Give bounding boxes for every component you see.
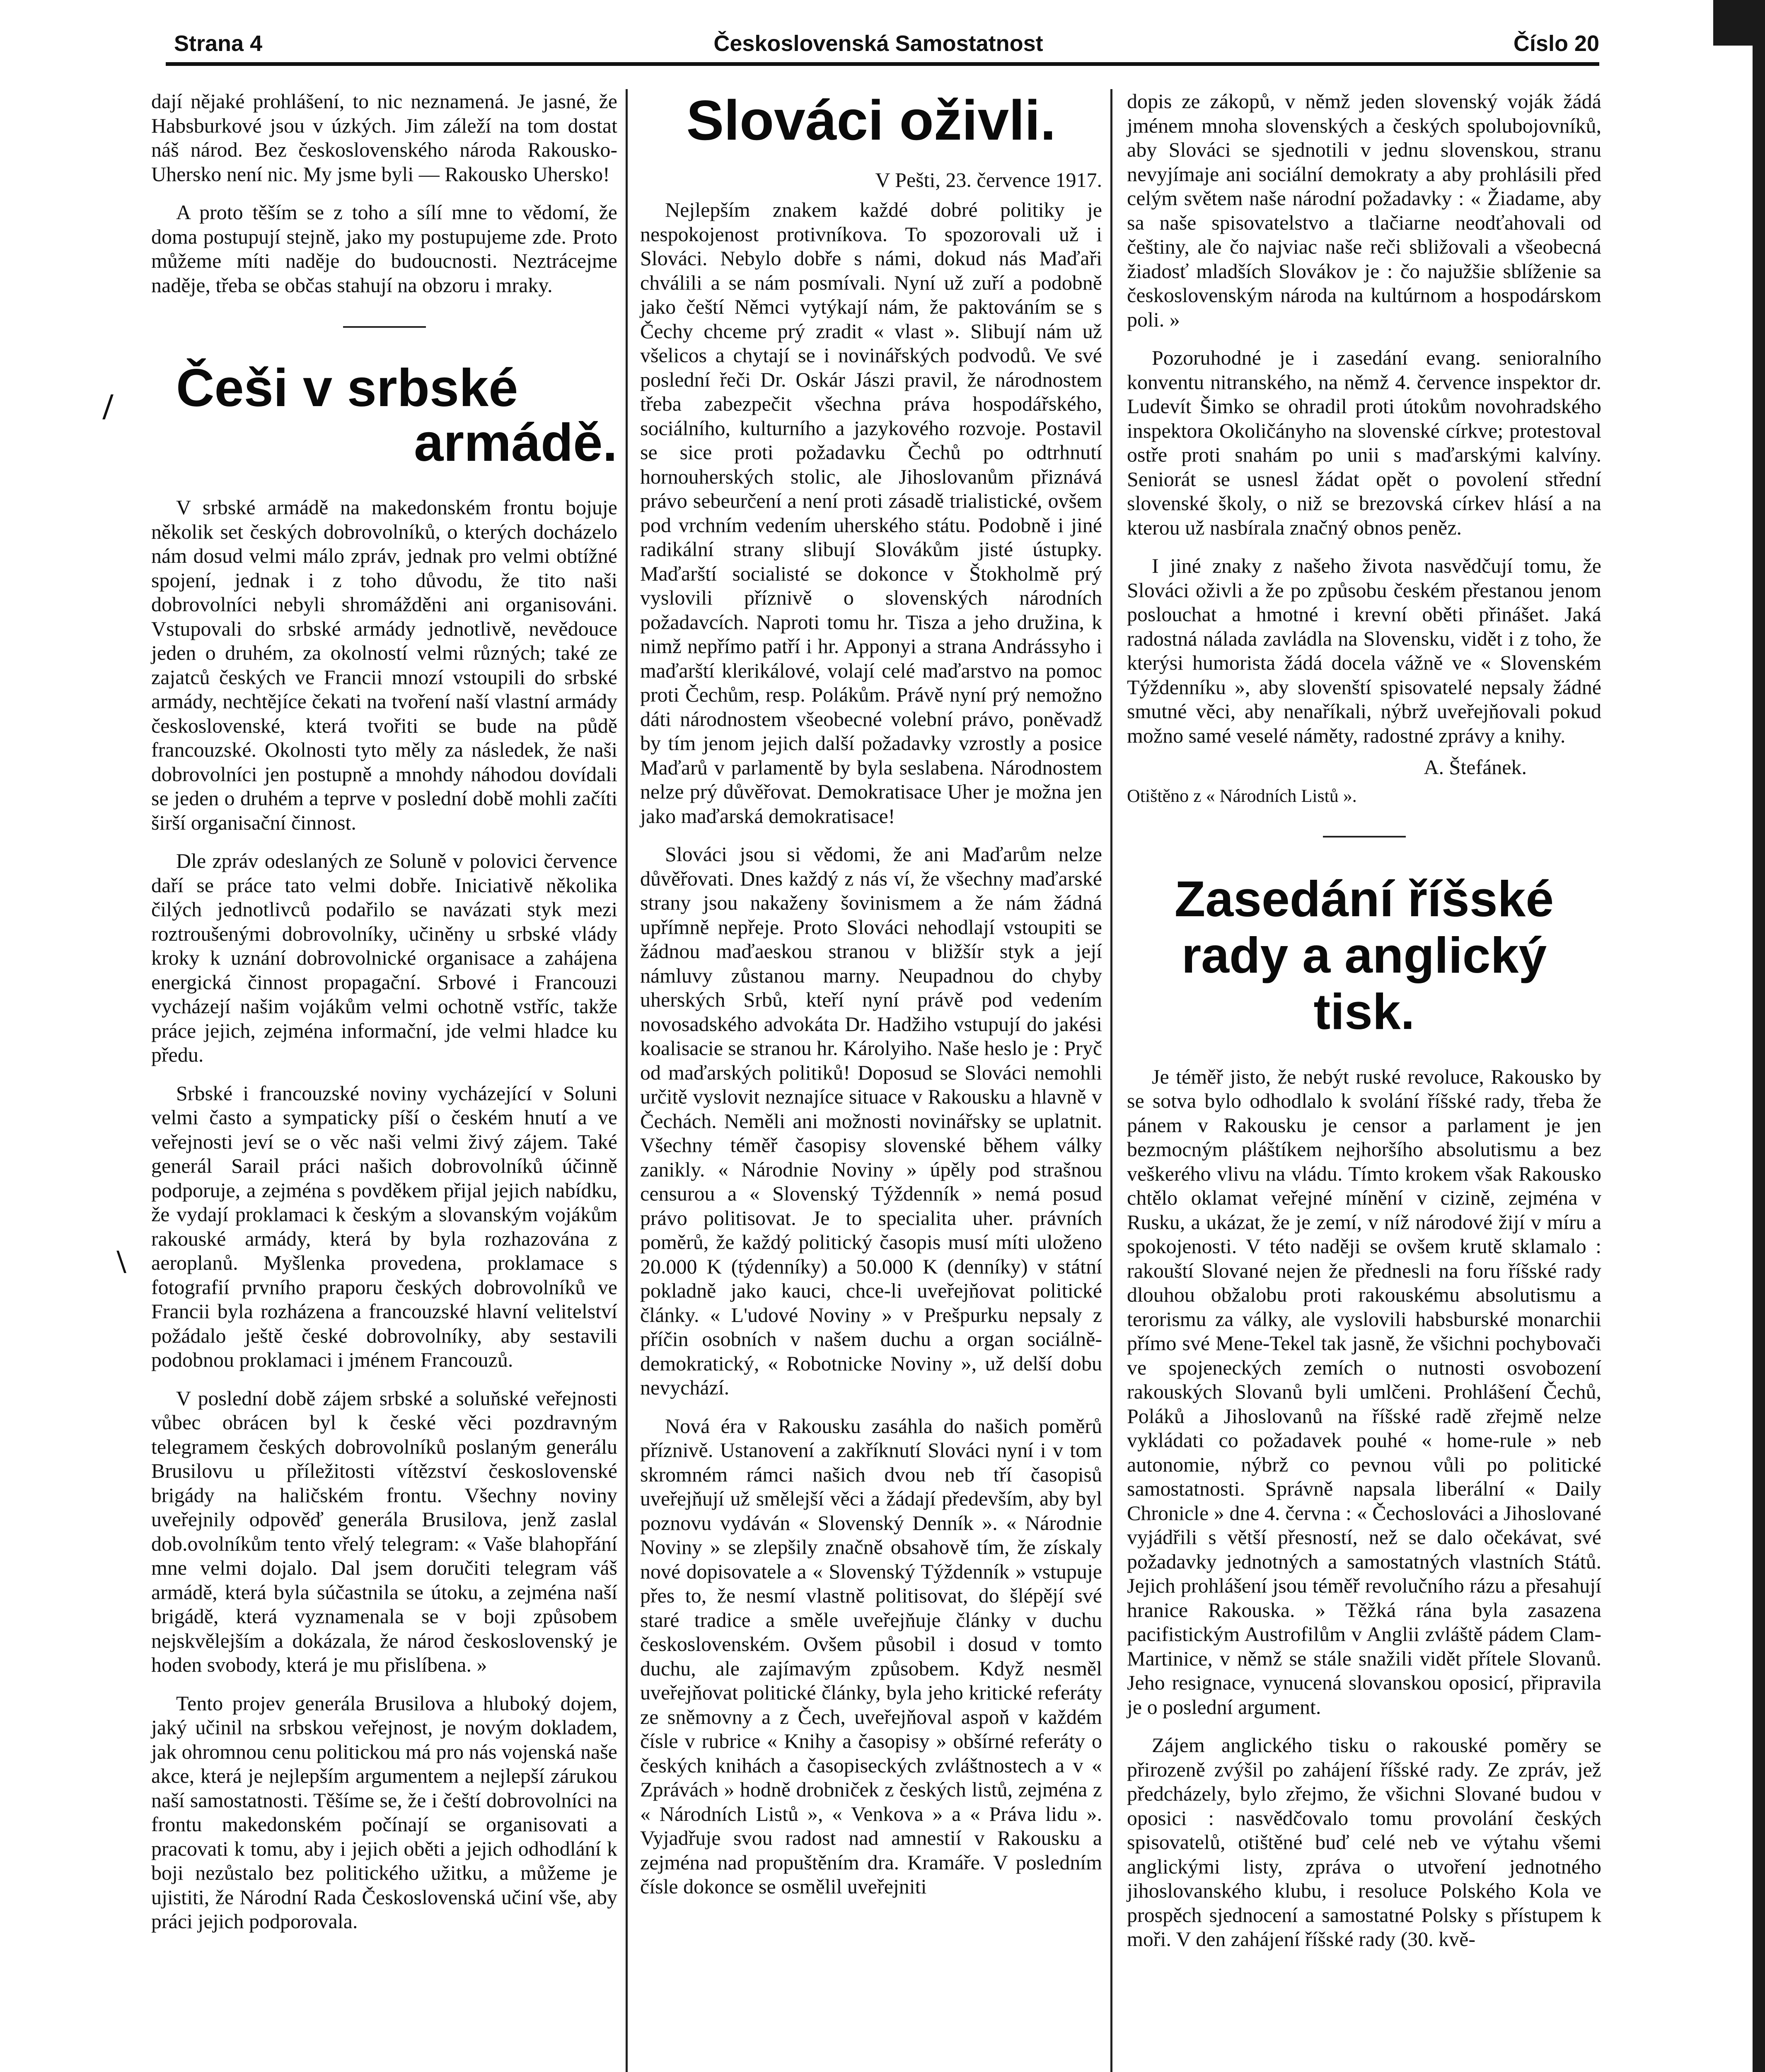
article-paragraph: Srbské i francouzské noviny vycházející v Soluni velmi často a sympaticky píší o českém hnutí a ve veřejnosti jeví se o věc naši velmi živý zájem. Také generál Sarail práci našich dobrovolníků účinně podporuje, a zejména s povděkem přijal jejich nabídku, že vydají proklamaci k českým a slovanským vojákům rakouské armády, která by byla rozhazována z aeroplanů. Myšlenka provedena, proklamace s fotografií prvního praporu českých dobrovolníků ve Francii byla rozházena a francouzské hlavní velitelství požádalo ještě české dobrovolníky, aby sestavili podobnou proklamaci i jménem Francouzů. — [151, 1081, 617, 1371]
source-note: Otištěno z « Národních Listů ». — [1127, 785, 1357, 806]
section-divider — [1323, 836, 1406, 838]
article-headline-cesi — [151, 358, 617, 472]
article-paragraph: V srbské armádě na makedonském frontu bojuje několik set českých dobrovolníků, o kterých docházelo nám dosud velmi málo zpráv, jednak pro velmi obtížné spojení, jednak i z toho důvodu, že tito naši dobrovolníci nebyli shromážděni ani organisováni. Vstupovali do srbské armády jednotlivě, nevědouce jeden o druhém, za okolností velmi různých; také ze zajatců českých ve Francii mnozí vstoupili do srbské armády, nechtějíce čekati na tvoření naší vlastní armády československé, která tvořiti se bude na půdě francouzské. Okolnosti tyto měly za následek, že naši dobrovolníci jen postupně a mnohdy náhodou dovídali se jeden o druhém a teprve v poslední době mohli začíti širší organisační činnost. — [151, 496, 617, 834]
issue-number: Číslo 20 — [1513, 31, 1599, 56]
newspaper-title: Československá Samostatnost — [713, 31, 1043, 56]
article-paragraph: Pozoruhodné je i zasedání evang. senioralního konventu nitranského, na němž 4. července inspektor dr. Ludevít Šimko se ohradil proti útokům novohradského inspektora Okoličányho na slovenské církve; protestoval ostře proti snahám po unii s maďarskými kalvíny. Seniorát se usnesl žádat opět o povolení střední slovenské školy, o niž se brezovská církev hlásí a na kterou už nasbírala značný obnos peněz. — [1127, 346, 1601, 539]
article-paragraph: dopis ze zákopů, v němž jeden slovenský voják žádá jménem mnoha slovenských a českých spolubojovníků, aby Slováci se sjednotili v jednu slovenskou, stranu nevyjímaje ani sociální demokraty a aby prohlásili před celým světem naše národní požadavky : « Žiadame, aby sa naše spisovatelstvo a tlačiarne neodťahovali od češtiny, ale čo najviac naše reči sbližovali a všeobecná žiadosť mladších Slovákov je : čo najužšie sblíženie sa československým národa na kultúrnom a hospodárskom poli. » — [1127, 90, 1601, 331]
column-divider-1 — [626, 89, 628, 2072]
article-headline-slovaci: Slováci oživli. — [686, 89, 1056, 152]
article-paragraph: V poslední době zájem srbské a soluňské veřejnosti vůbec obrácen byl k české věci pozdravným telegramem českých dobrovolníků poslaným generálu Brusilovu u příležitosti vítězství československé brigády na haličském frontu. Všechny noviny uveřejnily odpověď generála Brusilova, jenž zaslal dob.ovolníkům tento vřelý telegram: « Vaše blahopřání mne velmi dojalo. Dal jsem doručiti telegram váš armádě, která byla súčastnila se útoku, a zejména naší brigádě, která vyznamenala se v boji způsobem nejskvělejším a dokázala, že národ československý je hoden svobody, která je mu přislíbena. » — [151, 1386, 617, 1676]
article-paragraph: Nejlepším znakem každé dobré politiky je nespokojenost protivníkova. To spozorovali už i Slováci. Nebylo dobře s námi, dokud nás Maďaři chválili a se nám posmívali. Nyní už zuří a podobně jako čeští Němci vytýkají nám, že paktováním se s Čechy chceme prý zradit « vlast ». Slibují nám už všelicos a chytají se i novinářských podvodů. Ve své poslední řeči Dr. Oskár Jászi pravil, že národnostem třeba zabezpečit všechna práva hospodářského, sociálního, kulturního a jazykového rozvoje. Postavil se sice proti požadavku Čechů po odtrhnutí hornouherských stolic, ale Jihoslovanům přiznává právo sebeurčení a není proti zásadě trialistické, ovšem pod vrchním vedením uherského státu. Podobně i jiné radikální strany slibují Slovákům jisté ústupky. Maďarští socialisté se dokonce v Štokholmě prý vyslovili příznivě o slovenských národních požadavcích. Naproti tomu hr. Tisza a jeho družina, k nimž nepřímo patří i hr. Apponyi a strana Andrássyho i maďarští klerikálové, volají celé maďarstvo na pomoc proti Čechům, resp. Polákům. Právě nyní prý nemožno dáti národnostem všeobecné volební právo, poněvadž by tím jenom jejich další požadavky vzrostly a posice Maďarů v parlamentě by byla seslabena. Národnostem nelze prý důvěřovat. Demokratisace Uher je možna jen jako maďarská demokratisace! — [640, 198, 1102, 828]
scan-corner — [1713, 0, 1753, 46]
author-signature: A. Štefánek. — [1424, 755, 1527, 779]
column-divider-2 — [1110, 89, 1112, 2072]
headline-line: armádě. — [414, 413, 617, 472]
article-paragraph: Slováci jsou si vědomi, že ani Maďarům nelze důvěřovati. Dnes každý z nás ví, že všechny maďarské strany jsou nakaženy šovinismem a že nám žádná upřímně nepřeje. Proto Slováci nehodlají vstoupiti se žádnou maďaeskou stranou v bližšír styk a její námluvy zůstanou marny. Neupadnou do chyby uherských Srbů, kteří nyní právě pod vedením novosadského advokáta Dr. Hadžiho vstupují do jakési koalisacie se stranou hr. Károlyiho. Naše heslo je : Pryč od maďarských politiků! Doposud se Slováci nemohli určitě vyslovit neznajíce situace v Rakousku a hlavně v Čechách. Neměli ani možnosti novinářsky se uplatnit. Všechny téměř časopisy slovenské během války zanikly. « Národnie Noviny » úpěly pod strašnou censurou a « Slovenský Týždenník » nemá posud právo politisovat. Je to specialita uher. právních poměrů, že každý politický časopis musí míti uloženo 20.000 K (týdenníky) a 50.000 K (denníky) v státní pokladně jako kauci, chce-li uveřejňovat politické články. « L'udové Noviny » v Prešpurku nepsaly z příčin osobních v našem duchu a organ sociálně-demokratický, « Robotnicke Noviny », už delší dobu nevychází. — [640, 842, 1102, 1399]
header-rule — [166, 62, 1599, 66]
article-paragraph: I jiné znaky z našeho života nasvědčují tomu, že Slováci oživli a že po způsobu českém přestanou jenom poslouchat a hmotné i krevní oběti přinášet. Jaká radostná nálada zavládla na Slovensku, vidět i z toho, že kterýsi humorista žádá docela vážně ve « Slovenském Týždenníku », aby slovenští spisovatelé nepsaly žádné smutné věci, aby nenaříkali, nýbrž uveřejňovali pokud možno samé veselé náměty, radostné zprávy a knihy. — [1127, 554, 1601, 747]
margin-mark-backslash: \ — [117, 1244, 126, 1280]
article-paragraph: Tento projev generála Brusilova a hluboký dojem, jaký učinil na srbskou veřejnost, je novým dokladem, jak ohromnou cenu politickou má pro nás vojenská naše akce, která je nejlepším argumentem a nejlepší zárukou naší samostatnosti. Těšíme se, že i čeští dobrovolníci na frontu makedonském počínají se organisovati a pracovati k tomu, aby i jejich oběti a jejich odhodlání k boji nezůstalo bez politického užitku, a můžeme je ujistiti, že Národní Rada Československá učiní vše, aby práci jejich podporovala. — [151, 1691, 617, 1933]
article-paragraph: Zájem anglického tisku o rakouské poměry se přirozeně zvýšil po zahájení říšské rady. Ze zpráv, jež předcházely, bylo zřejmo, že všichni Slované budou v oposici : nasvědčovalo tomu provolání českých spisovatelů, otištěné buď celé neb ve výtahu všemi anglickými listy, zpráva o utvoření jednotného jihoslovanského klubu, i resoluce Polského Kola ve prospěch sjednocení a samostatné Polsky s přístupem k moři. V den zahájení říšské rady (30. kvě- — [1127, 1733, 1601, 1951]
page-number: Strana 4 — [174, 31, 263, 56]
section-divider — [343, 326, 426, 328]
margin-mark-slash: / — [103, 386, 114, 427]
article-paragraph: Nová éra v Rakousku zasáhla do našich poměrů příznivě. Ustanovení a zakříknutí Slováci nyní i v tom skromném rámci našich dvou neb tří časopisů uveřejňují už smělejší věci a žádají především, aby byl poznovu vydáván « Slovenský Denník ». « Národnie Noviny » se zlepšily značně obsahově tím, že získaly nové dopisovatele a « Slovenský Týždenník » vstupuje přes to, že nesmí vlastně politisovat, do šlépějí své staré tradice a směle uveřejňuje články v duchu československém. Ovšem působil i dosud v tomto duchu, ale zajímavým způsobem. Když nesměl uveřejňovat politické články, byla jeho kritické referáty ze sněmovny a z Čech, uveřejňoval aspoň v každém čísle v rubrice « Knihy a časopisy » obšírné referáty o českých knihách a časopiseckých zvláštnostech a v « Zprávách » hodně drobniček z českých listů, zejména z « Národních Listů », « Venkova » a « Práva lidu ». Vyjadřuje svou radost nad amnestií v Rakousku a zejména nad propuštěním dra. Kramáře. V posledním čísle dokonce se osmělil uveřejniti — [640, 1414, 1102, 1898]
column-3 — [1127, 89, 1601, 1951]
column-1 — [151, 89, 617, 1934]
article-paragraph: Dle zpráv odeslaných ze Soluně v polovici července daří se práce tato velmi dobře. Iniciativě několika čilých jednotlivců podařilo se navázati styk mezi roztroušenými dobrovolníky, učiněny u srbské vlády kroky k uznání dobrovolnické organisace a zahájena energická činnost propagační. Srbové i Francouzi vycházejí našim vojákům velmi ochotně vstříc, takže práce jejich, zejména informační, jde velmi hladce ku předu. — [151, 849, 617, 1066]
col1-intro-paragraph: A proto těším se z toho a sílí mne to vědomí, že doma postupují stejně, jako my postupujeme zde. Proto můžeme míti naděje do budoucnosti. Neztrácejme naděje, třeba se občas stahují na obzoru i mraky. — [151, 201, 617, 297]
dateline: V Pešti, 23. července 1917. — [875, 168, 1102, 191]
article-headline-zasedani: Zasedání říšské rady a anglický tisk. — [1174, 870, 1554, 1040]
column-2 — [640, 89, 1102, 1899]
article-paragraph: Je téměř jisto, že nebýt ruské revoluce, Rakousko by se sotva bylo odhodlalo k svolání říšské rady, třeba že pánem v Rakousku je censor a parlament je jen bezmocným pláštíkem nejhoršího absolutismu a bez veškerého vlivu na vládu. Tímto krokem však Rakousko chtělo oklamat veřejné mínění v cizině, zejména v Rusku, a ukázat, že je zemí, v níž národové žijí v míru a spokojenosti. V této naději se ovšem krutě sklamalo : rakouští Slované nejen že přednesli na foru říšské rady dlouhou obžalobu proti rakouskému absolutismu a terorismu za války, ale vyslovili habsburské monarchii přímo své Mene-Tekel tak jasně, že všichni pochybovači ve spojeneckých zemích o nutnosti osvobození rakouských Slovanů byli umlčeni. Prohlášení Čechů, Poláků a Jihoslovanů na říšské radě zřejmě nelze vykládati co požadavek pouhé « home-rule » neb autonomie, nýbrž co pevnou vůli po politické samostatnosti. Správně napsala liberální « Daily Chronicle » dne 4. června : « Čechoslováci a Jihoslované vyjádřili s větší přesností, než se dalo očekávat, své požadavky jednotných a samostatných vlastních Států. Jejich prohlášení jsou téměř revolučního rázu a přesahují hranice Rakouska. » Těžká rána byla zasazena pacifistickým Austrofilům v Anglii zvláště pádem Clam-Martinice, v němž se stále snažili vidět přítele Slovanů. Jeho resignace, vynucená slovanskou oposicí, připravila je o poslední argument. — [1127, 1065, 1601, 1719]
col1-intro-paragraph: dají nějaké prohlášení, to nic neznamená. Je jasné, že Habsburkové jsou v úzkých. Jim záleží na tom dostat náš národ. Bez československého národa Rakousko-Uhersko není nic. My jsme byli — Rakousko Uhersko! — [151, 90, 617, 186]
headline-line: Češi v srbské — [176, 358, 518, 418]
